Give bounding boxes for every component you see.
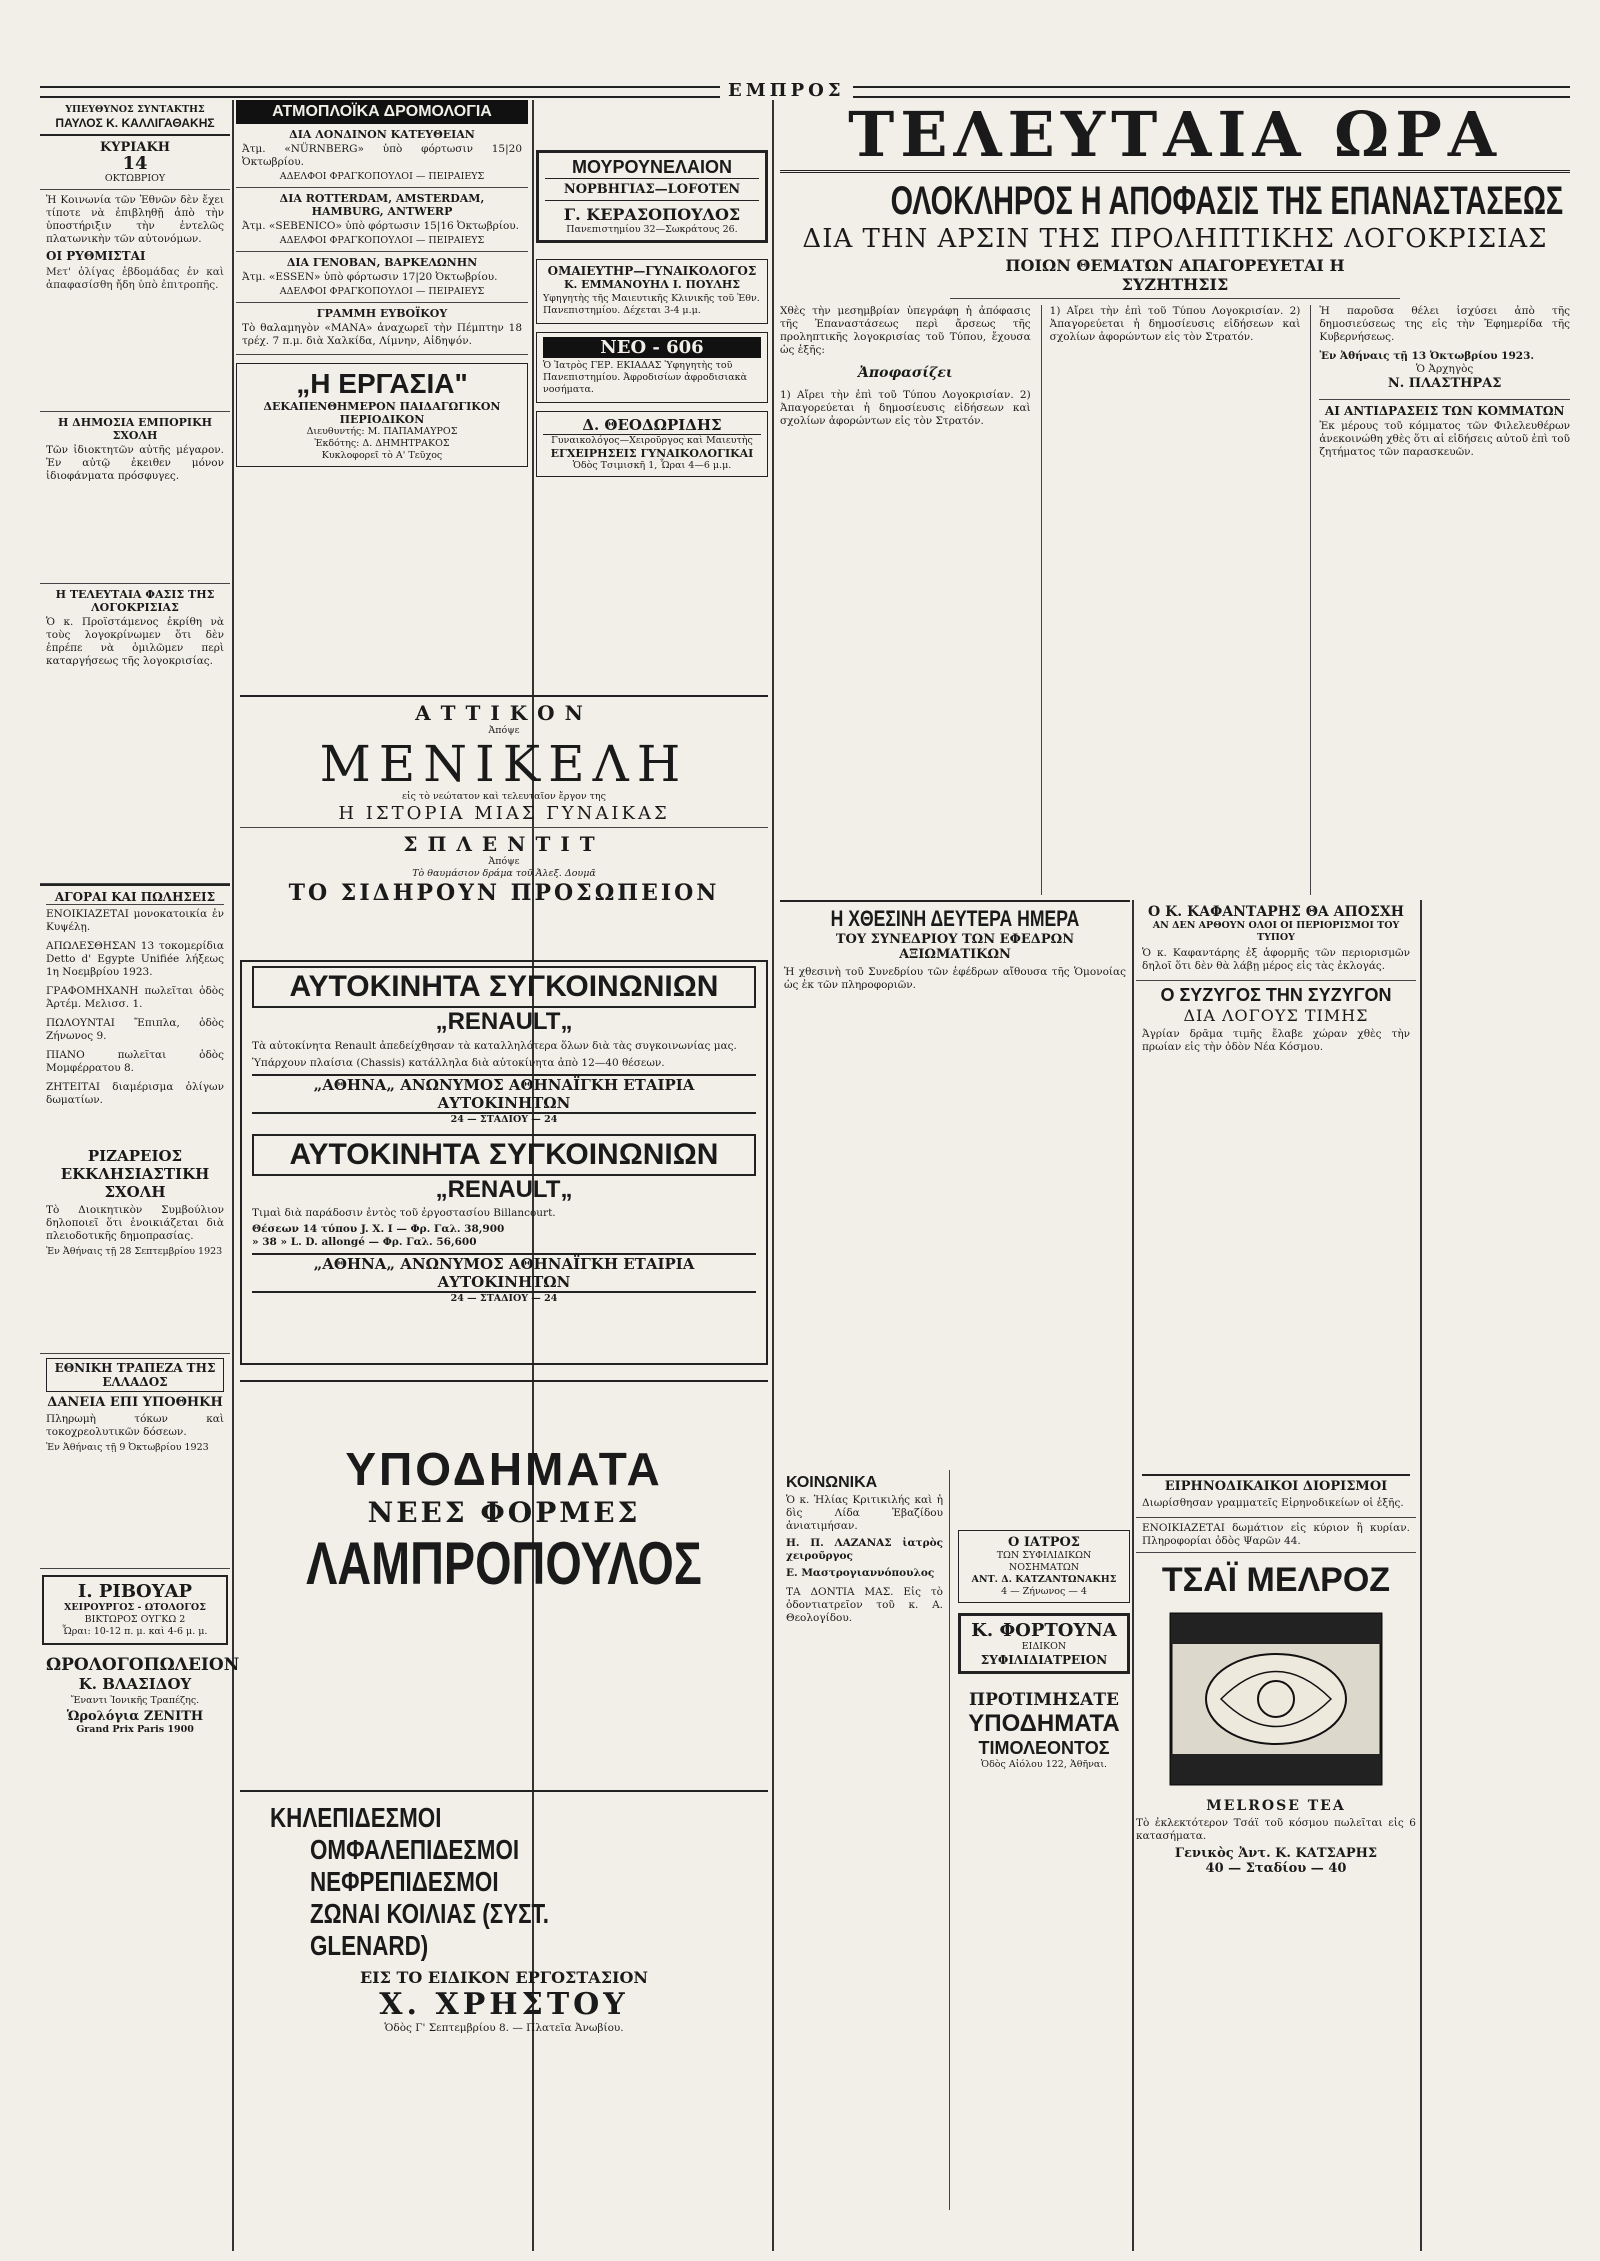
spouse-title: Ο ΣΥΖΥΓΟΣ ΤΗΝ ΣΥΖΥΓΟΝ <box>1160 985 1392 1005</box>
news-lower-left <box>780 1470 1130 2220</box>
bandages-item: ΝΕΦΡΕΠΙΔΕΣΜΟΙ <box>310 1866 499 1897</box>
athena-address: 24 — ΣΤΑΔΙΟΥ — 24 <box>450 1114 558 1125</box>
gynecologist-ad <box>536 411 768 477</box>
renault-brand: „RENAULT„ <box>435 1008 573 1035</box>
classified-item: ΠΩΛΟΥΝΤΑΙ Ἔπιπλα, ὁδὸς Ζήνωνος 9. <box>46 1017 224 1042</box>
decision-label: Ἀποφασίζει <box>858 365 953 381</box>
shipping-line-evia <box>236 303 528 355</box>
medical-ads-column <box>536 100 768 660</box>
watch-brand: Ὡρολόγια ZENITH <box>66 1709 204 1724</box>
shoes-subtitle: ΝΕΕΣ ΦΟΡΜΕΣ <box>367 1496 641 1529</box>
ergasia-ad <box>236 363 528 467</box>
rizareios-text: Τὸ Διοικητικὸν Συμβούλιον δηλοποιεῖ ὅτι ἐνοικιάζεται διὰ πλειοδοτικῆς δημοπρασίας. <box>46 1204 224 1242</box>
signature-name: Ν. ΠΛΑΣΤΗΡΑΣ <box>1387 376 1502 391</box>
classified-item: ΠΙΑΝΟ πωλεῖται ὁδὸς Μομφέρρατου 8. <box>46 1049 224 1074</box>
news-headline: ΟΛΟΚΛΗΡΟΣ Η ΑΠΟΦΑΣΙΣ ΤΗΣ ΕΠΑΝΑΣΤΑΣΕΩΣ <box>890 179 1564 223</box>
censorship-article <box>40 584 230 884</box>
column-divider <box>772 100 774 2251</box>
line-text: Τὸ θαλαμηγὸν «ΜΑΝΑ» ἀναχωρεῖ τὴν Πέμπτην 18 τρέχ. 7 π.μ. διὰ Χαλκίδα, Λίμνην, Αἰδηψόν. <box>242 322 522 347</box>
classifieds <box>40 884 230 1354</box>
latest-news <box>780 100 1570 890</box>
tea-address: 40 — Σταδίου — 40 <box>1205 1861 1347 1876</box>
bandages-address: Ὁδὸς Γ' Σεπτεμβρίου 8. — Πλατεῖα Ἀνωβίου. <box>384 2022 624 2034</box>
shipping-line-rotterdam <box>236 188 528 252</box>
news-banner: ΤΕΛΕΥΤΑΙΑ ΩΡΑ <box>780 100 1570 173</box>
tea-tin-illustration <box>1151 1604 1401 1794</box>
line-text: Ἀτμ. «ESSEN» ὑπὸ φόρτωσιν 17|20 Ὀκτωβρίου. <box>242 271 498 283</box>
column-divider <box>1132 900 1134 2251</box>
editor-box <box>40 100 230 136</box>
date-number: 14 <box>122 153 148 174</box>
left-column <box>40 100 240 2261</box>
room-for-rent: ΕΝΟΙΚΙΑΖΕΤΑΙ δωμάτιον εἰς κύριον ἢ κυρίαν. Πληροφορίαι ὁδὸς Ψαρῶν 44. <box>1136 1518 1416 1553</box>
bandages-ad <box>240 1790 768 2220</box>
renault-price-2: » 38 » L. D. allongé — Φρ. Γαλ. 56,600 <box>252 1236 477 1248</box>
watch-prize: Grand Prix Paris 1900 <box>76 1724 194 1735</box>
tea-agent: Γενικὸς Ἀντ. Κ. ΚΑΤΣΑΡΗΣ <box>1174 1846 1378 1861</box>
editorial-body: Μετ' ὀλίγας ἑβδομάδας ἐν καὶ ἀπαφασίσθη ἤδη ὑπὸ ἐπιτροπῆς. <box>46 266 224 291</box>
line-agent: ΑΔΕΛΦΟΙ ΦΡΑΓΚΟΠΟΥΛΟΙ — ΠΕΙΡΑΙΕΥΣ <box>279 171 485 182</box>
tea-brand: MELROSE TEA <box>1206 1798 1346 1814</box>
watch-shop-name: Κ. ΒΛΑΣΙΔΟΥ <box>78 1675 192 1693</box>
menikeli-subtitle: εἰς τὸ νεώτατον καὶ τελευταῖον ἔργον της <box>402 791 606 802</box>
attikon-cinema: ΑΤΤΙΚΟΝ <box>415 701 593 725</box>
fortouna-ad <box>958 1613 1130 1674</box>
obstetrician-ad <box>536 259 768 324</box>
social-column <box>780 1470 950 2210</box>
classifieds-title: ΑΓΟΡΑΙ ΚΑΙ ΠΩΛΗΣΕΙΣ <box>46 890 224 905</box>
editorial-subhead: ΟΙ ΡΥΘΜΙΣΤΑΙ <box>46 249 146 263</box>
tonight-label: Ἀπόψε <box>488 856 520 867</box>
appointments-article <box>1136 1470 1416 1518</box>
bandages-item: ΖΩΝΑΙ ΚΟΙΛΙΑΣ (ΣΥΣΤ. GLENARD) <box>310 1898 549 1961</box>
fortouna-title: ΣΥΦΙΛΙΔΙΑΤΡΕΙΟΝ <box>980 1653 1108 1667</box>
classified-item: ΓΡΑΦΟΜΗΧΑΝΗ πωλεῖται ὁδὸς Ἀρτέμ. Μελισσ. 1. <box>46 985 224 1010</box>
news-subhead: ΔΙΑ ΤΗΝ ΑΡΣΙΝ ΤΗΣ ΠΡΟΛΗΠΤΙΚΗΣ ΛΟΓΟΚΡΙΣΙΑΣ <box>802 224 1548 254</box>
shipping-column <box>236 100 528 690</box>
line-title: ΓΡΑΜΜΗ ΕΥΒΟΪΚΟΥ <box>316 307 448 320</box>
kafantaris-title: Ο Κ. ΚΑΦΑΝΤΑΡΗΣ ΘΑ ΑΠΟΣΧΗ <box>1148 904 1404 920</box>
editorial-article <box>40 190 230 412</box>
iron-mask-title: ΤΟ ΣΙΔΗΡΟΥΝ ΠΡΟΣΩΠΕΙΟΝ <box>288 880 720 906</box>
venereal-doctor-ad <box>958 1530 1130 1603</box>
obstetrician-name: Κ. ΕΜΜΑΝΟΥΗΛ Ι. ΠΟΥΛΗΣ <box>563 278 741 291</box>
appointments-title: ΕΙΡΗΝΟΔΙΚΑΙΚΟΙ ΔΙΟΡΙΣΜΟΙ <box>1142 1474 1410 1494</box>
decision-text: 1) Αἴρει τὴν ἐπὶ τοῦ Τύπου Λογοκρισίαν. 2) Ἀπαγορεύεται ἡ δημοσίευσις εἰδήσεων καὶ σχολίων ἀφορώντων εἰς τὸν Στρατόν. <box>780 389 1031 427</box>
shipping-line-london <box>236 124 528 188</box>
cod-oil-title: ΜΟΥΡΟΥΝΕΛΑΙΟΝ <box>545 157 759 179</box>
officers-congress <box>780 900 1130 1070</box>
physician-ads <box>958 1470 1130 2210</box>
column-divider <box>232 100 234 2251</box>
social-title: ΚΟΙΝΩΝΙΚΑ <box>786 1474 878 1491</box>
ergasia-issue: Κυκλοφορεῖ τὸ Α' Τεῦχος <box>321 450 443 461</box>
venereal-doctor-title: Ο ΙΑΤΡΟΣ <box>1008 1535 1080 1550</box>
news-lead: Χθὲς τὴν μεσημβρίαν ὑπεγράφη ἡ ἀπόφασις τῆς Ἐπαναστάσεως περὶ ἄρσεως τῆς προληπτικῆς λογοκρισίας τοῦ Τύπου, ἔχουσα ὡς ἑξῆς: <box>780 305 1031 356</box>
line-agent: ΑΔΕΛΦΟΙ ΦΡΑΓΚΟΠΟΥΛΟΙ — ΠΕΙΡΑΙΕΥΣ <box>279 286 485 297</box>
line-agent: ΑΔΕΛΦΟΙ ΦΡΑΓΚΟΠΟΥΛΟΙ — ΠΕΙΡΑΙΕΥΣ <box>279 235 485 246</box>
date-box <box>40 136 230 190</box>
gynecologist-name: Δ. ΘΕΟΔΩΡΙΔΗΣ <box>543 416 761 435</box>
renault-price-1: Θέσεων 14 τύπου J. X. I — Φρ. Γαλ. 38,900 <box>252 1223 505 1235</box>
renault-ad-title: ΑΥΤΟΚΙΝΗΤΑ ΣΥΓΚΟΙΝΩΝΙΩΝ <box>252 1134 756 1176</box>
bandages-maker: Χ. ΧΡΗΣΤΟΥ <box>379 1987 629 2022</box>
news-mid-column <box>1136 900 1416 1470</box>
athena-company: „ΑΘΗΝΑ„ ΑΝΩΝΥΜΟΣ ΑΘΗΝΑΪΓΚΗ ΕΤΑΙΡΙΑ ΑΥΤΟΚΙΝΗΤΩΝ <box>252 1253 756 1293</box>
congress-text: Ἡ χθεσινὴ τοῦ Συνεδρίου τῶν ἐφέδρων αἴθουσα τῆς Ὁμονοίας ὡς ἐκ τῶν πληροφοριῶν. <box>784 966 1126 991</box>
gynecologist-subtitle: ΕΓΧΕΙΡΗΣΕΙΣ ΓΥΝΑΙΚΟΛΟΓΙΚΑΙ <box>550 447 754 460</box>
tonight-label: Ἀπόψε <box>488 725 520 736</box>
editorial-lead: Ἡ Κοινωνία τῶν Ἐθνῶν δὲν ἔχει τίποτε νὰ ἐπιβληθῇ ἀπὸ τὴν ὑποστήριξιν τὴν ἐντελῶς πλατωνικὴν τῶν αὐτονόμων. <box>46 194 224 245</box>
bank-date: Ἐν Ἀθήναις τῇ 9 Ὀκτωβρίου 1923 <box>46 1442 209 1453</box>
ergasia-director: Διευθυντής: Μ. ΠΑΠΑΜΑΥΡΟΣ <box>306 426 458 437</box>
line-text: Ἀτμ. «SEBENICO» ὑπὸ φόρτωσιν 15|16 Ὀκτωβρίου. <box>242 220 519 232</box>
surgeon-address: ΒΙΚΤΩΡΟΣ ΟΥΓΚΩ 2 <box>84 1614 186 1625</box>
surgeon-title: ΧΕΙΡΟΥΡΓΟΣ - ΩΤΟΛΟΓΟΣ <box>64 1602 206 1613</box>
bandages-factory: ΕΙΣ ΤΟ ΕΙΔΙΚΟΝ ΕΡΓΟΣΤΑΣΙΟΝ <box>359 1968 649 1987</box>
athena-address: 24 — ΣΤΑΔΙΟΥ — 24 <box>450 1293 558 1304</box>
spouse-subtitle: ΔΙΑ ΛΟΓΟΥΣ ΤΙΜΗΣ <box>1183 1006 1369 1025</box>
spouse-text: Ἀγρίαν δρᾶμα τιμῆς ἔλαβε χώραν χθὲς τὴν πρωίαν εἰς τὴν ὁδὸν Νέα Κόσμου. <box>1142 1028 1410 1053</box>
line-title: ΔΙΑ ROTTERDAM, AMSTERDAM, HAMBURG, ANTWERP <box>279 192 485 218</box>
ergasia-title: „Η ΕΡΓΑΣΙΑ" <box>296 368 468 399</box>
news-lower-right <box>1136 1470 1416 2220</box>
timoleon-shoes: ΥΠΟΔΗΜΑΤΑ <box>968 1710 1120 1737</box>
news-continue: 1) Αἴρει τὴν ἐπὶ τοῦ Τύπου Λογοκρισίαν. 2) Ἀπαγορεύεται ἡ δημοσίευσις εἰδήσεων καὶ σχολίων ἀφορώντων εἰς τὸν Στρατόν. <box>1049 305 1301 343</box>
obstetrician-title: ΟΜΑΙΕΥΤΗΡ—ΓΥΝΑΙΚΟΛΟΓΟΣ <box>547 264 757 278</box>
surgeon-ad <box>42 1575 228 1645</box>
national-bank-ad <box>40 1354 230 1569</box>
congress-subtitle: ΤΟΥ ΣΥΝΕΔΡΙΟΥ ΤΩΝ ΕΦΕΔΡΩΝ ΑΞΙΩΜΑΤΙΚΩΝ <box>835 932 1075 962</box>
timoleon-address: Ὁδὸς Αἰόλου 122, Ἀθῆναι. <box>980 1759 1108 1770</box>
shoes-title: ΥΠΟΔΗΜΑΤΑ <box>345 1443 663 1495</box>
bank-title: ΕΘΝΙΚΗ ΤΡΑΠΕΖΑ ΤΗΣ ΕΛΛΑΔΟΣ <box>46 1358 224 1392</box>
editor-name: ΠΑΥΛΟΣ Κ. ΚΑΛΛΙΓΑΘΑΚΗΣ <box>55 116 215 130</box>
commerce-school-article <box>40 412 230 584</box>
shipping-title: ΑΤΜΟΠΛΟΪΚΑ ΔΡΟΜΟΛΟΓΙΑ <box>236 100 528 124</box>
line-text: Ἀτμ. «NÜRNBERG» ὑπὸ φόρτωσιν 15|20 Ὀκτωβρίου. <box>242 143 522 168</box>
news-conclusion: Ἡ παροῦσα θέλει ἰσχύσει ἀπὸ τῆς δημοσιεύσεως της εἰς τὴν Ἐφημερίδα τῆς Κυβερνήσεως. <box>1319 305 1571 343</box>
news-columns <box>780 305 1570 895</box>
fortouna-name: Κ. ΦΟΡΤΟΥΝΑ <box>971 1620 1117 1641</box>
timoleon-ad <box>958 1690 1130 1771</box>
bank-subtitle: ΔΑΝΕΙΑ ΕΠΙ ΥΠΟΘΗΚΗ <box>47 1395 223 1410</box>
timoleon-prefer: ΠΡΟΤΙΜΗΣΑΤΕ <box>969 1690 1119 1710</box>
bank-text: Πληρωμὴ τόκων καὶ τοκοχρεολυτικῶν δόσεων. <box>46 1413 224 1438</box>
column-divider <box>1420 900 1422 2251</box>
bandages-item: ΚΗΛΕΠΙΔΕΣΜΟΙ <box>270 1802 442 1833</box>
classified-item: ΑΠΩΛΕΣΘΗΣΑΝ 13 τοκομερίδια Detto d' Egypte Unifiée λήξεως 1η Νοεμβρίου 1923. <box>46 940 224 978</box>
renault-ads <box>240 960 768 1365</box>
rizareios-title: ΡΙΖΑΡΕΙΟΣ ΕΚΚΛΗΣΙΑΣΤΙΚΗ ΣΧΟΛΗ <box>60 1147 210 1201</box>
school-text: Τῶν ἰδιοκτητῶν αὐτῆς μέγαρον. Ἐν αὐτῷ ἐκειθεν μόνον ἰδιοφάνματα πρόσφυγες. <box>46 444 224 482</box>
tea-text: Τὸ ἐκλεκτότερον Τσάϊ τοῦ κόσμου πωλεῖται εἰς 6 κατασήματα. <box>1136 1817 1416 1842</box>
athena-company: „ΑΘΗΝΑ„ ΑΝΩΝΥΜΟΣ ΑΘΗΝΑΪΓΚΗ ΕΤΑΙΡΙΑ ΑΥΤΟΚΙΝΗΤΩΝ <box>252 1074 756 1114</box>
news-col-2 <box>1041 305 1301 895</box>
social-doctor: Ε. Μαστρογιαννόπουλος <box>786 1567 935 1579</box>
surgeon-hours: Ὧραι: 10-12 π. μ. καὶ 4-6 μ. μ. <box>62 1626 208 1637</box>
censorship-title: Η ΤΕΛΕΥΤΑΙΑ ΦΑΣΙΣ ΤΗΣ ΛΟΓΟΚΡΙΣΙΑΣ <box>55 588 215 614</box>
kafantaris-subtitle: ΑΝ ΔΕΝ ΑΡΘΟΥΝ ΟΛΟΙ ΟΙ ΠΕΡΙΟΡΙΣΜΟΙ ΤΟΥ ΤΥΠΟΥ <box>1152 920 1400 943</box>
classified-item: ΕΝΟΙΚΙΑΖΕΤΑΙ μονοκατοικία ἐν Κυψέλῃ. <box>46 908 224 933</box>
dentist-notice: ΤΑ ΔΟΝΤΙΑ ΜΑΣ. Εἰς τὸ ὀδοντιατρεῖον τοῦ κ. Α. Θεολογίδου. <box>786 1586 943 1624</box>
shoes-ad <box>240 1380 768 1780</box>
renault-prices-text: Τιμαὶ διὰ παράδοσιν ἐντὸς τοῦ ἐργοστασίου Billancourt. <box>252 1207 556 1219</box>
tea-ad <box>1136 1561 1416 1876</box>
social-text: Ὁ κ. Ἠλίας Κριτικιλής καὶ ἡ δὶς Λίδα Ἐβαζίδου ἀνιατιμήσαν. <box>786 1494 943 1532</box>
cod-oil-origin: ΝΟΡΒΗΓΙΑΣ—LOFOTEN <box>545 179 759 201</box>
rizareios-date: Ἐν Ἀθήναις τῇ 28 Σεπτεμβρίου 1923 <box>46 1246 223 1257</box>
tea-title: ΤΣΑΪ ΜΕΛΡΟΖ <box>1161 1561 1391 1599</box>
date-day: ΚΥΡΙΑΚΗ <box>99 140 171 155</box>
venereal-doctor-name: ΑΝΤ. Δ. ΚΑΤΖΑΝΤΩΝΑΚΗΣ <box>971 1574 1117 1585</box>
menikeli-title: ΜΕΝΙΚΕΛΗ <box>319 735 689 793</box>
obstetrician-text: Υφηγητὴς τῆς Μαιευτικῆς Κλινικῆς τοῦ Ἐθν. Πανεπιστημίου. Δέχεται 3-4 μ.μ. <box>543 293 760 316</box>
bandages-item: ΟΜΦΑΛΕΠΙΔΕΣΜΟΙ <box>310 1834 520 1865</box>
venereal-doctor-address: 4 — Ζήνωνος — 4 <box>1001 1586 1087 1597</box>
neo-606-ad <box>536 332 768 403</box>
classified-item: ΖΗΤΕΙΤΑΙ διαμέρισμα ὀλίγων δωματίων. <box>46 1081 224 1106</box>
congress-title: Η ΧΘΕΣΙΝΗ ΔΕΥΤΕΡΑ ΗΜΕΡΑ <box>830 906 1080 931</box>
timoleon-name: ΤΙΜΟΛΕΟΝΤΟΣ <box>978 1738 1110 1758</box>
venereal-doctor-subtitle: ΤΩΝ ΣΥΦΙΛΙΔΙΚΩΝ ΝΟΣΗΜΑΤΩΝ <box>996 1550 1092 1573</box>
watch-shop-ad <box>40 1651 240 1740</box>
cinema-ads <box>240 695 768 955</box>
cod-oil-address: Πανεπιστημίου 32—Σωκράτους 26. <box>566 224 738 235</box>
renault-text: Τὰ αὐτοκίνητα Renault ἀπεδείχθησαν τὰ καταλληλότερα ὅλων διὰ τὰς συγκοινωνίας μας. <box>252 1040 737 1052</box>
news-col-1 <box>780 305 1031 895</box>
news-subhead-2: ΠΟΙΩΝ ΘΕΜΑΤΩΝ ΑΠΑΓΟΡΕΥΕΤΑΙ Η ΣΥΖΗΤΗΣΙΣ <box>950 256 1400 299</box>
cod-oil-seller: Γ. ΚΕΡΑΣΟΠΟΥΛΟΣ <box>563 205 741 224</box>
social-doctor: Η. Π. ΛΑΖΑΝΑΣ ἰατρὸς χειροῦργος <box>786 1537 943 1562</box>
watch-shop-text: Ἔναντι Ἰονικῆς Τραπέζης. <box>70 1695 200 1706</box>
appointments-text: Διωρίσθησαν γραμματεῖς Εἰρηνοδικείων οἱ ἑξῆς. <box>1142 1497 1404 1509</box>
renault-chassis: Ὑπάρχουν πλαίσια (Chassis) κατάλληλα διὰ αὐτοκίνητα ἀπὸ 12—40 θέσεων. <box>252 1057 665 1069</box>
renault-brand: „RENAULT„ <box>435 1176 573 1203</box>
party-reactions-title: ΑΙ ΑΝΤΙΔΡΑΣΕΙΣ ΤΩΝ ΚΟΜΜΑΤΩΝ <box>1319 399 1570 418</box>
news-col-3 <box>1310 305 1570 895</box>
cod-liver-oil-ad <box>536 150 768 243</box>
splendid-cinema: ΣΠΛΕΝΤΙΤ <box>403 832 605 856</box>
renault-ad-title: ΑΥΤΟΚΙΝΗΤΑ ΣΥΓΚΟΙΝΩΝΙΩΝ <box>252 966 756 1008</box>
party-reactions-text: Ἐκ μέρους τοῦ κόμματος τῶν Φιλελευθέρων ἀνεκοινώθη χθὲς ὅτι αἱ εἰδήσεις αὐτοῦ ἐπὶ τοῦ ζητήματος τῶν παρασκευῶν. <box>1319 420 1571 458</box>
line-title: ΔΙΑ ΛΟΝΔΙΝΟΝ ΚΑΤΕΥΘΕΙΑΝ <box>289 128 475 141</box>
kafantaris-article <box>1136 900 1416 981</box>
shipping-line-genoa <box>236 252 528 303</box>
school-title: Η ΔΗΜΟΣΙΑ ΕΜΠΟΡΙΚΗ ΣΧΟΛΗ <box>57 416 213 442</box>
ergasia-subtitle: ΔΕΚΑΠΕΝΘΗΜΕΡΟΝ ΠΑΙΔΑΓΩΓΙΚΟΝ ΠΕΡΙΟΔΙΚΟΝ <box>263 400 501 426</box>
signature-role: Ὁ Ἀρχηγὸς <box>1416 363 1474 375</box>
neo-606-text: Ὁ Ἰατρὸς ΓΕΡ. ΕΚΙΑΔΑΣ Ὑφηγητὴς τοῦ Πανεπιστημίου. Ἀφροδισίων ἀφροδισιακὰ νοσήματα. <box>543 360 748 395</box>
splendid-subtitle: Τὸ θαυμάσιον δράμα τοῦ Ἀλεξ. Δουμᾶ <box>412 868 596 879</box>
ergasia-publisher: Ἐκδότης: Δ. ΔΗΜΗΤΡΑΚΟΣ <box>314 438 450 449</box>
masthead-title: ΕΜΠΡΟΣ <box>720 80 853 101</box>
shoes-brand: ΛΑΜΠΡΟΠΟΥΛΟΣ <box>306 1530 702 1597</box>
gynecologist-title: Γυναικολόγος—Χειροῦργος καὶ Μαιευτὴς <box>551 435 753 446</box>
censorship-text: Ὁ κ. Προϊστάμενος ἐκρίθη νὰ τοὺς λογοκρίνωμεν ὅτι δὲν ἐπρέπε νὰ ὁμιλῶμεν περὶ καταργήσεως τῆς λογοκρισίας. <box>46 616 224 667</box>
kafantaris-text: Ὁ κ. Καφαντάρης ἐξ ἀφορμῆς τῶν περιορισμῶν δηλοῖ ὅτι δὲν θὰ λάβῃ μέρος εἰς τὰς ἐκλογάς. <box>1142 947 1410 972</box>
surgeon-name: Ι. ΡΙΒΟΥΑΡ <box>77 1581 193 1602</box>
menikeli-film: Η ΙΣΤΟΡΙΑ ΜΙΑΣ ΓΥΝΑΙΚΑΣ <box>240 803 768 828</box>
gynecologist-address: Ὁδὸς Τσιμισκῆ 1, Ὧραι 4—6 μ.μ. <box>572 460 732 471</box>
fortouna-subtitle: ΕΙΔΙΚΟΝ <box>1021 1641 1067 1652</box>
date-month: ΟΚΤΩΒΡΙΟΥ <box>104 173 166 184</box>
neo-606-title: ΝΕΟ - 606 <box>543 337 761 358</box>
spouse-article <box>1136 981 1416 1061</box>
signature-date: Ἐν Ἀθήναις τῇ 13 Ὀκτωβρίου 1923. <box>1319 350 1535 362</box>
watch-shop-title: ΩΡΟΛΟΓΟΠΩΛΕΙΟΝ <box>46 1655 240 1675</box>
editor-label: ΥΠΕΥΘΥΝΟΣ ΣΥΝΤΑΚΤΗΣ <box>65 104 205 115</box>
line-title: ΔΙΑ ΓΕΝΟΒΑΝ, ΒΑΡΚΕΛΩΝΗΝ <box>286 256 478 269</box>
